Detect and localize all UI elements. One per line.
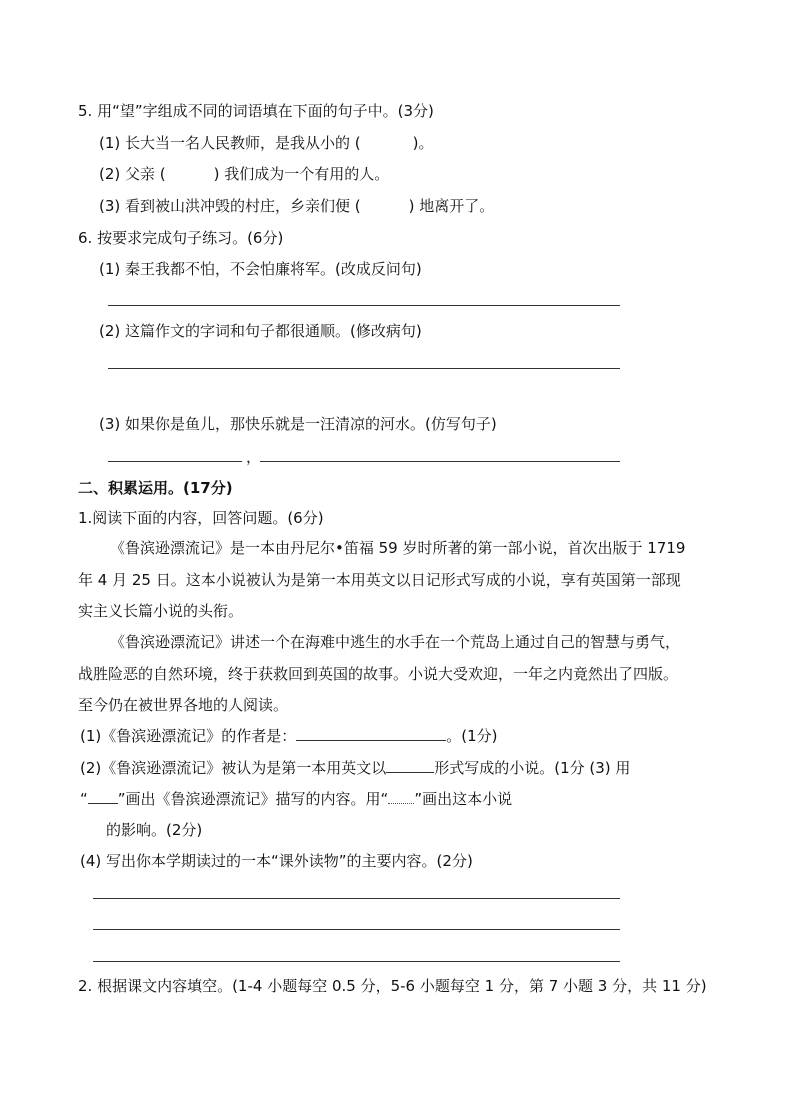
s2-q1-sub3-tail: ”画出这本小说 — [414, 790, 513, 808]
s2-q1-sub2-text: (2)《鲁滨逊漂流记》被认为是第一本用英文以 — [80, 759, 387, 777]
q5-item-2-after: ) 我们成为一个有用的人。 — [213, 165, 390, 183]
s2-q1-sub4-answer-line-3[interactable] — [93, 961, 620, 962]
s2-q1-sub3-open: “ — [80, 790, 88, 808]
s2-q1-para1-line3: 实主义长篇小说的头衔。 — [78, 602, 244, 620]
s2-q1-sub2 — [80, 758, 630, 778]
s2-q1-title: 1.阅读下面的内容，回答问题。(6分) — [78, 509, 324, 527]
q5-item-1 — [99, 133, 434, 153]
s2-q1-sub2-after: 形式写成的小说。(1分 (3) 用 — [434, 759, 631, 777]
s2-q1-sub3-line2: 的影响。(2分) — [106, 821, 203, 839]
q6-answer-line-2[interactable] — [108, 368, 620, 369]
s2-q1-sub3 — [80, 789, 512, 809]
q6-comma: ， — [246, 448, 262, 466]
q5-item-2 — [99, 164, 389, 184]
s2-q1-sub1-after: 。(1分) — [446, 727, 498, 745]
s2-q1-sub3-underline-sample — [88, 789, 118, 804]
q5-item-1-text: (1) 长大当一名人民教师，是我从小的 ( — [99, 134, 361, 152]
q5-item-2-text: (2) 父亲 ( — [99, 165, 166, 183]
s2-q1-sub3-text: ”画出《鲁滨逊漂流记》描写的内容。用“ — [117, 790, 389, 808]
q6-answer-line-1[interactable] — [108, 305, 620, 306]
s2-q1-sub4-answer-line-2[interactable] — [93, 929, 620, 930]
q5-title: 5. 用“望”字组成不同的词语填在下面的句子中。(3分) — [78, 102, 434, 120]
s2-q1-para2-line2: 战胜险恶的自然环境，终于获救回到英国的故事。小说大受欢迎，一年之内竟然出了四版。 — [78, 665, 679, 683]
s2-q1-sub1-blank[interactable] — [296, 726, 446, 741]
section-2-heading: 二、积累运用。(17分) — [78, 479, 233, 497]
s2-q1-sub1 — [80, 726, 498, 746]
q6-title: 6. 按要求完成句子练习。(6分) — [78, 229, 284, 247]
s2-q1-para1-line1: 《鲁滨逊漂流记》是一本由丹尼尔•笛福 59 岁时所著的第一部小说，首次出版于 1719 — [110, 539, 686, 557]
q5-item-3-after: ) 地离开了。 — [408, 197, 495, 215]
q5-item-1-after: )。 — [412, 134, 434, 152]
s2-q1-para2-line1: 《鲁滨逊漂流记》讲述一个在海难中逃生的水手在一个荒岛上通过自己的智慧与勇气， — [110, 633, 681, 651]
q6-item-2: (2) 这篇作文的字词和句子都很通顺。(修改病句) — [99, 322, 422, 340]
s2-q1-sub4: (4) 写出你本学期读过的一本“课外读物”的主要内容。(2分) — [80, 852, 473, 870]
q5-item-2-blank[interactable] — [166, 165, 214, 179]
q6-item-1: (1) 秦王我都不怕，不会怕廉将军。(改成反问句) — [99, 260, 422, 278]
q6-item-3: (3) 如果你是鱼儿，那快乐就是一汪清凉的河水。(仿写句子) — [99, 415, 497, 433]
s2-q1-sub3-wavy-sample — [388, 791, 414, 804]
s2-q1-sub1-text: (1)《鲁滨逊漂流记》的作者是： — [80, 727, 297, 745]
q6-answer-line-3b[interactable] — [260, 461, 620, 462]
q5-item-3-text: (3) 看到被山洪冲毁的村庄，乡亲们便 ( — [99, 197, 361, 215]
s2-q1-sub4-answer-line-1[interactable] — [93, 898, 620, 899]
q5-item-3 — [99, 196, 494, 216]
s2-q1-para1-line2: 年 4 月 25 日。这本小说被认为是第一本用英文以日记形式写成的小说，享有英国第一部现 — [78, 571, 681, 589]
s2-q1-para2-line3: 至今仍在被世界各地的人阅读。 — [78, 696, 289, 714]
s2-q1-sub2-blank[interactable] — [386, 758, 434, 773]
q6-answer-line-3a[interactable] — [108, 461, 242, 462]
q5-item-1-blank[interactable] — [361, 134, 413, 148]
q5-item-3-blank[interactable] — [361, 197, 409, 211]
s2-q2-title: 2. 根据课文内容填空。(1-4 小题每空 0.5 分，5-6 小题每空 1 分，第 7 小题 3 分，共 11 分) — [78, 977, 707, 995]
